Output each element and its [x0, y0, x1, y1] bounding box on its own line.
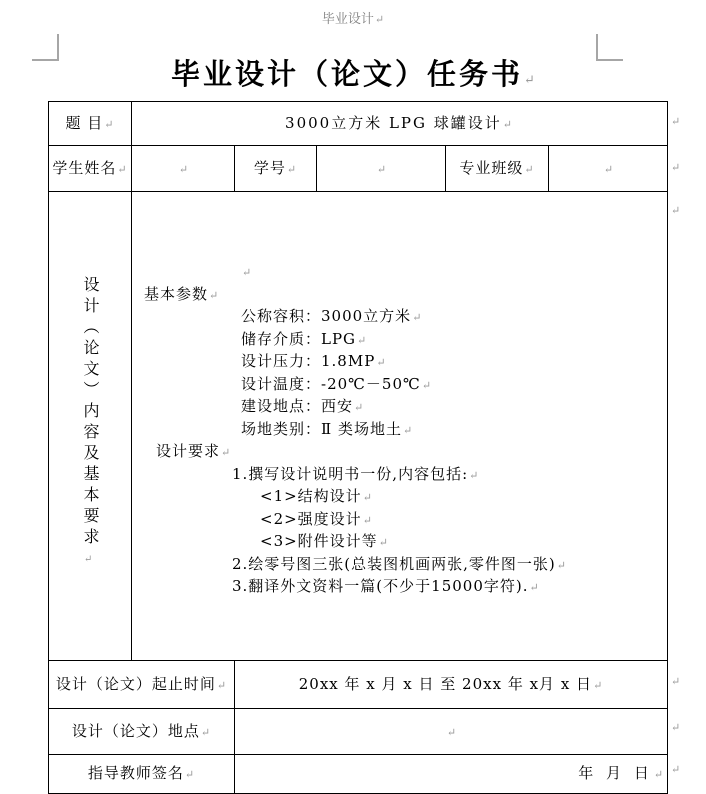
- content-blank-pilcrow: ↵: [242, 266, 253, 280]
- student-class-value-cell[interactable]: [549, 146, 668, 192]
- outside-paragraph-mark: ↵: [671, 763, 681, 776]
- basic-params-title-pilcrow: ↵: [209, 288, 220, 302]
- document-title-pilcrow: ↵: [524, 73, 535, 88]
- table-row-student-info: [49, 146, 668, 192]
- student-id-value-cell[interactable]: [317, 146, 446, 192]
- param-line: [136, 374, 667, 397]
- table-row-subject: [49, 102, 668, 146]
- sub-requirement-pilcrow: ↵: [378, 536, 389, 550]
- param-line: [136, 306, 667, 329]
- student-id-label-pilcrow: ↵: [286, 162, 298, 176]
- student-name-label-cell: [49, 146, 132, 192]
- page-header: [0, 12, 706, 28]
- signature-date-pilcrow: ↵: [653, 768, 668, 781]
- signature-label: 指导教师签名: [87, 764, 184, 782]
- design-requirements-title: 设计要求: [156, 442, 221, 461]
- param-pilcrow: ↵: [421, 378, 433, 392]
- param-text: 场地类别：Ⅱ 类场地土: [241, 419, 402, 438]
- requirement-line: [136, 576, 667, 599]
- place-value-cell[interactable]: [235, 709, 668, 755]
- student-name-label: 学生姓名: [52, 158, 117, 177]
- time-value: 20xx 年 x 月 x 日 至 20xx 年 x月 x 日: [298, 674, 593, 693]
- content-section-design-requirements-title: [136, 441, 667, 464]
- content-vertical-label: [79, 276, 101, 571]
- time-label: 设计（论文）起止时间: [55, 674, 216, 693]
- subject-label-cell: [49, 102, 132, 146]
- param-pilcrow: ↵: [376, 356, 387, 370]
- student-id-label-cell: [235, 146, 317, 192]
- page-header-text: 毕业设计: [321, 12, 374, 27]
- sub-requirement-pilcrow: ↵: [362, 491, 373, 505]
- student-class-label-pilcrow: ↵: [524, 162, 535, 176]
- requirement-pilcrow: ↵: [556, 558, 568, 572]
- outside-paragraph-mark: ↵: [671, 204, 681, 217]
- subject-value: 3000立方米 LPG 球罐设计: [285, 113, 502, 132]
- param-line: [136, 396, 667, 419]
- content-section-basic-params-title: [136, 284, 667, 307]
- requirement-text: 1.撰写设计说明书一份,内容包括:: [232, 464, 469, 483]
- param-text: 储存介质：LPG: [241, 329, 357, 348]
- subject-label: 题 目: [65, 113, 104, 132]
- content-vertical-label-cell: [49, 192, 132, 661]
- param-line: [136, 329, 667, 352]
- param-text: 设计温度：-20℃－50℃: [241, 374, 421, 393]
- content-body-cell[interactable]: [132, 192, 668, 661]
- sub-requirement-line: [136, 531, 667, 554]
- requirement-line: [136, 464, 667, 487]
- param-pilcrow: ↵: [357, 333, 368, 347]
- requirement-pilcrow: ↵: [469, 468, 480, 482]
- table-row-signature: [49, 755, 668, 794]
- param-text: 建设地点：西安: [241, 397, 354, 416]
- page-header-pilcrow: ↵: [374, 13, 385, 26]
- basic-params-title: 基本参数: [144, 284, 209, 303]
- requirement-text: 2.绘零号图三张(总装图机画两张,零件图一张): [232, 554, 556, 573]
- signature-label-pilcrow: ↵: [184, 768, 196, 781]
- student-name-value-cell[interactable]: [132, 146, 235, 192]
- outside-paragraph-mark: ↵: [671, 161, 681, 174]
- time-value-cell[interactable]: [235, 661, 668, 709]
- student-class-label-cell: [446, 146, 549, 192]
- table-row-time: [49, 661, 668, 709]
- table-row-place: [49, 709, 668, 755]
- requirement-pilcrow: ↵: [529, 581, 540, 595]
- param-pilcrow: ↵: [402, 423, 414, 437]
- signature-value-cell[interactable]: [235, 755, 668, 794]
- signature-label-cell: [49, 755, 235, 794]
- place-label-cell: [49, 709, 235, 755]
- place-label-pilcrow: ↵: [200, 725, 212, 739]
- param-text: 设计压力：1.8MP: [241, 352, 376, 371]
- document-title: [0, 56, 706, 99]
- outside-paragraph-mark: ↵: [671, 721, 681, 734]
- sub-requirement-text: <3>附件设计等: [260, 532, 378, 551]
- time-label-pilcrow: ↵: [216, 678, 228, 692]
- student-name-value: ↵: [178, 162, 189, 176]
- sub-requirement-line: [136, 486, 667, 509]
- student-id-value: ↵: [376, 162, 387, 176]
- task-table: [48, 101, 668, 794]
- sub-requirement-line: [136, 509, 667, 532]
- param-line: [136, 419, 667, 442]
- content-blank-pilcrow-line: [136, 261, 667, 284]
- student-name-label-pilcrow: ↵: [117, 162, 128, 176]
- student-class-value: ↵: [603, 162, 614, 176]
- table-row-content: [49, 192, 668, 661]
- time-label-cell: [49, 661, 235, 709]
- subject-value-cell[interactable]: [132, 102, 668, 146]
- document-title-text: 毕业设计（论文）任务书: [171, 57, 524, 91]
- place-value: ↵: [446, 725, 457, 739]
- subject-value-pilcrow: ↵: [502, 117, 514, 131]
- sub-requirement-text: <2>强度设计: [260, 509, 362, 528]
- param-text: 公称容积：3000立方米: [241, 307, 412, 326]
- place-label: 设计（论文）地点: [71, 721, 200, 740]
- sub-requirement-text: <1>结构设计: [260, 487, 362, 506]
- param-pilcrow: ↵: [412, 311, 423, 325]
- content-vertical-label-text: 设计（论文）内容及基本要求: [81, 276, 100, 549]
- signature-date: 年 月 日: [578, 764, 653, 782]
- student-id-label: 学号: [253, 158, 286, 177]
- requirement-text: 3.翻译外文资料一篇(不少于15000字符).: [232, 577, 529, 596]
- subject-label-pilcrow: ↵: [104, 117, 115, 131]
- outside-paragraph-mark: ↵: [671, 115, 681, 128]
- requirement-line: [136, 554, 667, 577]
- content-vertical-label-pilcrow: ↵: [83, 554, 98, 565]
- content-body: [132, 253, 667, 599]
- student-class-label: 专业班级: [459, 158, 524, 177]
- sub-requirement-pilcrow: ↵: [362, 513, 373, 527]
- outside-paragraph-mark: ↵: [671, 675, 681, 688]
- design-requirements-title-pilcrow: ↵: [221, 446, 232, 460]
- param-line: [136, 351, 667, 374]
- time-value-pilcrow: ↵: [593, 678, 604, 692]
- param-pilcrow: ↵: [354, 401, 365, 415]
